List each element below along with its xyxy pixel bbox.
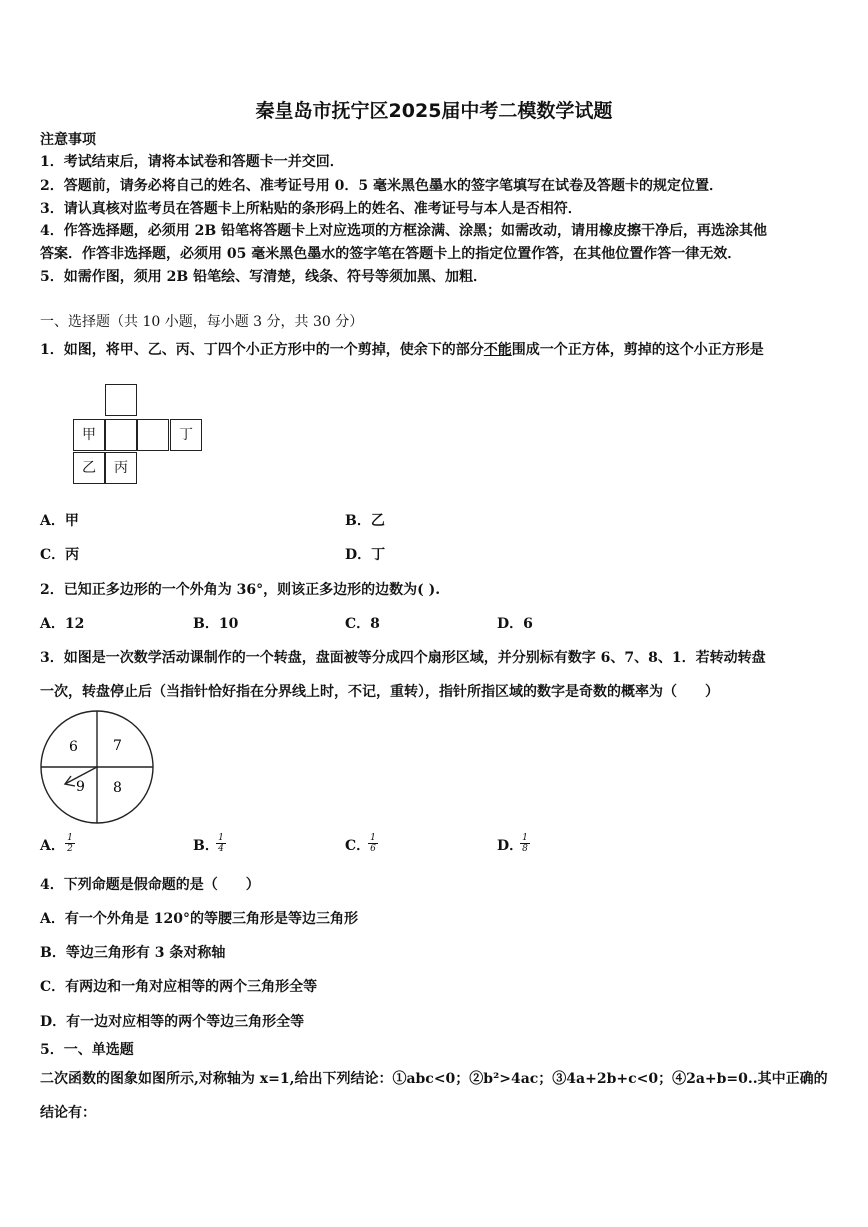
spinner-figure xyxy=(38,708,158,826)
net-cell-jia: 甲 xyxy=(73,419,105,451)
net-cell-top xyxy=(105,384,137,416)
notice-item: 2．答题前，请务必将自己的姓名、准考证号用 0．5 毫米黑色墨水的签字笔填写在试卷及答题卡的规定位置． xyxy=(40,178,723,194)
question-3-line1: 3．如图是一次数学活动课制作的一个转盘，盘面被等分成四个扇形区域，并分别标有数字 6、7、8、1．若转动转盘 xyxy=(40,650,766,666)
numerator: 1 xyxy=(67,833,73,843)
spinner-sector-label: 9 xyxy=(76,779,85,795)
net-cell-yi: 乙 xyxy=(73,452,105,484)
fraction xyxy=(368,833,378,854)
denominator: 8 xyxy=(520,843,530,854)
numerator: 1 xyxy=(218,833,224,843)
section-heading: 一、选择题（共 10 小题，每小题 3 分，共 30 分） xyxy=(40,314,364,330)
option-label: A． xyxy=(40,838,65,854)
option-label: B． xyxy=(193,838,219,854)
q1-option-c[interactable]: C．丙 xyxy=(40,547,80,563)
notice-item: 4．作答选择题，必须用 2B 铅笔将答题卡上对应选项的方框涂满、涂黑；如需改动，请用橡皮擦干净后，再选涂其他 xyxy=(40,223,768,239)
q4-option-b[interactable]: B．等边三角形有 3 条对称轴 xyxy=(40,945,226,961)
question-1-underlined: 不能 xyxy=(483,342,512,358)
q1-option-d[interactable]: D．丁 xyxy=(345,547,386,563)
question-1-text xyxy=(40,341,764,359)
numerator: 1 xyxy=(522,833,528,843)
notice-item: 答案．作答非选择题，必须用 05 毫米黑色墨水的签字笔在答题卡上的指定位置作答，在其他位置作答一律无效． xyxy=(40,246,742,262)
fraction xyxy=(216,833,226,854)
q1-option-b[interactable]: B．乙 xyxy=(345,513,385,529)
question-4-text: 4．下列命题是假命题的是（ ） xyxy=(40,877,260,893)
net-cell-bing: 丙 xyxy=(105,452,137,484)
numerator: 1 xyxy=(370,833,376,843)
net-cell-center xyxy=(105,419,137,451)
net-cell-ding: 丁 xyxy=(170,419,202,451)
notice-heading: 注意事项 xyxy=(40,132,96,148)
q2-option-b[interactable]: B．10 xyxy=(193,616,239,632)
net-cell-right xyxy=(137,419,169,451)
q4-option-a[interactable]: A．有一个外角是 120°的等腰三角形是等边三角形 xyxy=(40,911,358,927)
notice-item: 3．请认真核对监考员在答题卡上所粘贴的条形码上的姓名、准考证号与本人是否相符． xyxy=(40,201,582,217)
denominator: 6 xyxy=(368,843,378,854)
q4-option-c[interactable]: C．有两边和一角对应相等的两个三角形全等 xyxy=(40,979,318,995)
q1-option-a[interactable]: A．甲 xyxy=(40,513,79,529)
q2-option-a[interactable]: A．12 xyxy=(40,616,85,632)
question-5-header: 5．一、单选题 xyxy=(40,1042,134,1058)
option-label: C． xyxy=(345,838,371,854)
question-2-text: 2．已知正多边形的一个外角为 36°，则该正多边形的边数为( ). xyxy=(40,582,441,598)
denominator: 4 xyxy=(216,843,226,854)
spinner-sector-label: 7 xyxy=(113,738,122,754)
notice-item: 5．如需作图，须用 2B 铅笔绘、写清楚，线条、符号等须加黑、加粗． xyxy=(40,269,488,285)
question-5-line2: 结论有： xyxy=(40,1105,96,1121)
spinner-sector-label: 8 xyxy=(113,780,122,796)
fraction xyxy=(520,833,530,854)
spinner-sector-label: 6 xyxy=(69,739,78,755)
q4-option-d[interactable]: D．有一边对应相等的两个等边三角形全等 xyxy=(40,1014,305,1030)
q2-option-d[interactable]: D．6 xyxy=(497,616,533,632)
question-3-line2: 一次，转盘停止后（当指针恰好指在分界线上时，不记，重转），指针所指区域的数字是奇数的概率为（ ） xyxy=(40,684,719,700)
notice-item: 1．考试结束后，请将本试卷和答题卡一并交回． xyxy=(40,154,344,170)
question-5-line1: 二次函数的图象如图所示,对称轴为 x=1,给出下列结论：①abc<0；②b²>4ac；③4a+2b+c<0；④2a+b=0..其中正确的 xyxy=(40,1071,828,1087)
q2-option-c[interactable]: C．8 xyxy=(345,616,380,632)
denominator: 2 xyxy=(65,843,75,854)
question-1-post: 围成一个正方体，剪掉的这个小正方形是 xyxy=(511,342,764,358)
fraction xyxy=(65,833,75,854)
question-1-pre: 1．如图，将甲、乙、丙、丁四个小正方形中的一个剪掉，使余下的部分 xyxy=(40,342,484,358)
option-label: D． xyxy=(497,838,524,854)
page-title: 秦皇岛市抚宁区2025届中考二模数学试题 xyxy=(255,100,613,122)
